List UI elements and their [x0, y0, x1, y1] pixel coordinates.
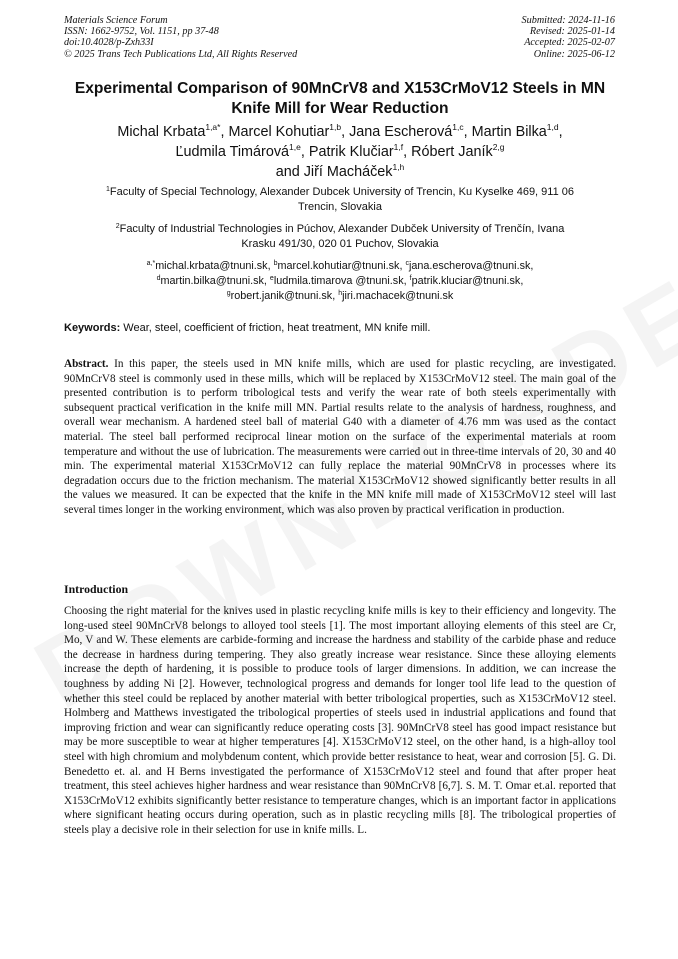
affiliation-sup: 2	[115, 223, 120, 230]
copyright: © 2025 Trans Tech Publications Ltd, All Rights Reserved	[64, 48, 298, 60]
dates-meta	[522, 15, 615, 60]
email-sup: f	[409, 275, 412, 282]
email-link[interactable]: michal.krbata@tnuni.sk,	[155, 260, 274, 272]
author-line-2	[60, 142, 620, 162]
affiliation-line: Krasku 491/30, 020 01 Puchov, Slovakia	[241, 237, 439, 250]
author-sup: 1,a*	[205, 122, 221, 132]
affiliation-line: Faculty of Special Technology, Alexander Dubcek University of Trencin, Ku Kyselke 469, 911 06	[109, 186, 574, 198]
author-name: Jana Escherová	[349, 124, 453, 140]
abstract	[64, 357, 616, 518]
introduction-heading: Introduction	[64, 582, 129, 596]
title-line-2: Knife Mill for Wear Reduction	[231, 100, 449, 117]
abstract-label: Abstract.	[64, 358, 109, 370]
affiliation-1	[64, 185, 616, 214]
affiliation-sup: 1	[106, 186, 110, 193]
email-line-1	[64, 259, 616, 274]
email-link[interactable]: jana.escherova@tnuni.sk,	[408, 260, 534, 272]
email-link[interactable]: robert.janik@tnuni.sk,	[230, 290, 339, 302]
author-line-3	[60, 162, 620, 182]
author-name: Marcel Kohutiar	[228, 124, 330, 140]
author-sup: 1,h	[392, 162, 405, 172]
affiliation-line: Faculty of Industrial Technologies in Púchov, Alexander Dubček University of Trenčín, Ivana	[119, 223, 565, 235]
revised-date: Revised: 2025-01-14	[529, 26, 615, 38]
accepted-date: Accepted: 2025-02-07	[524, 37, 615, 49]
title-line-1: Experimental Comparison of 90MnCrV8 and X153CrMoV12 Steels in MN	[74, 80, 606, 97]
author-name: Michal Krbata	[117, 124, 206, 140]
issn: ISSN: 1662-9752, Vol. 1151, pp 37-48	[64, 26, 219, 38]
journal-meta	[64, 15, 297, 60]
email-sup: h	[338, 290, 343, 297]
author-sep: ,	[558, 124, 563, 140]
author-sup: 1,e	[289, 142, 301, 152]
email-link[interactable]: marcel.kohutiar@tnuni.sk,	[277, 260, 406, 272]
author-sup: 1,d	[546, 122, 559, 132]
email-link[interactable]: martin.bilka@tnuni.sk,	[160, 275, 270, 287]
author-name: Martin Bilka	[471, 124, 547, 140]
email-sup: g	[226, 290, 231, 297]
author-name: and Jiří Macháček	[275, 164, 393, 180]
email-sup: d	[156, 275, 161, 282]
keywords-text: Wear, steel, coefficient of friction, heat treatment, MN knife mill.	[120, 322, 431, 334]
author-sep: ,	[403, 144, 412, 160]
author-name: Ľudmila Timárová	[175, 144, 290, 160]
author-list	[60, 122, 620, 182]
email-sup: a,*	[146, 260, 156, 267]
email-link[interactable]: jiri.machacek@tnuni.sk	[342, 290, 454, 302]
submitted-date: Submitted: 2024-11-16	[521, 15, 615, 26]
author-sep: ,	[220, 124, 229, 140]
keywords	[64, 321, 616, 335]
email-line-3	[64, 289, 616, 304]
author-line-1	[60, 122, 620, 142]
affiliation-2	[64, 222, 616, 251]
author-sep: ,	[300, 144, 309, 160]
author-name: Patrik Klučiar	[308, 144, 394, 160]
author-name: Róbert Janík	[411, 144, 493, 160]
online-date: Online: 2025-06-12	[533, 48, 615, 60]
email-sup: c	[405, 260, 409, 267]
email-sup: b	[273, 260, 278, 267]
email-link[interactable]: patrik.kluciar@tnuni.sk,	[411, 275, 524, 287]
keywords-label: Keywords:	[64, 322, 121, 334]
journal-name: Materials Science Forum	[64, 15, 168, 26]
introduction-text: Choosing the right material for the knives used in plastic recycling knife mills is key to their efficiency and longevity. The long-used steel 90MnCrV8 belongs to alloyed tool steels [1]. The most important alloying elements of this steel are Cr, Mo, V and W. These elements are carbide-forming and increase the hardness and stability of the carbide phase and reduce the decrease in hardness during tempering. They also greatly increase wear resistance. Since these alloying elements increase the depth of hardening, it is possible to produce tools of larger dimensions. In addition, we can increase the toughness by adding Ni [2]. However, technological progress and demands for longer tool life lead to the question of whether this steel could be replaced by another material with better tribological properties, such as X153CrMoV12 steel. Holmberg and Matthews investigated the tribological properties of steels used in industrial applications and found that improving friction and wear can significantly reduce operating costs [3]. 90MnCrV8 steel has good impact resistance but may be more susceptible to wear at higher temperatures [4]. X153CrMoV12 steel, on the other hand, is a high-alloy tool steel with high chromium and molybdenum content, which provide better resistance to heat, wear and corrosion [5]. G. Di. Benedetto et. al. and H Berns investigated the performance of X153CrMoV12 steel and found that after proper heat treatment, this steel achieves higher hardness and wear resistance than 90MnCrV8 [6,7]. S. M. T. Omar et.al. reported that X153CrMoV12 exhibits significantly better resistance to temperature changes, which is an important factor in applications where significant heating occurs during operation, such as in plastic recycling mills [8]. The tribological properties of steels play a decisive role in their selection for use in knife mills. L.	[64, 605, 616, 836]
email-link[interactable]: ludmila.timarova @tnuni.sk,	[273, 275, 410, 287]
author-sup: 2,g	[492, 142, 505, 152]
email-list	[64, 259, 616, 304]
email-sup: e	[269, 275, 274, 282]
author-sup: 1,b	[329, 122, 342, 132]
affiliation-line: Trencin, Slovakia	[298, 200, 382, 213]
author-sup: 1,c	[452, 122, 464, 132]
doi[interactable]: doi:10.4028/p-Zxh33I	[64, 37, 154, 49]
abstract-text: In this paper, the steels used in MN knife mills, which are used for plastic recycling, are investigated. 90MnCrV8 steel is commonly used in these mills, which will be replaced by X153CrMoV12 steel. The main goal of the presented contribution is to perform tribological tests and verify the wear rate of both steels experimentally with subsequent practical verification in the knife mill MN. Partial results relate to the analysis of hardness, roughness, and overall wear mechanism. A hardened steel ball of material G40 with a diameter of 4.76 mm was used as the contact material. The steel ball performed reciprocal linear motion on the surface of the experimental materials at room temperature and without the use of lubrication. The measurements were carried out in three-time intervals of 20, 30 and 40 min. The experimental material X153CrMoV12 can fully replace the material 90MnCrV8 in processes where its degradation occurs due to the friction mechanism. The material X153CrMoV12 showed significantly better results in all the values we measured. It can be expected that the knife in the MN knife mill made of X153CrMoV12 steel will last several times longer in the working environment, which was also proven by practical verification in production.	[64, 358, 616, 516]
author-sup: 1,f	[393, 142, 404, 152]
email-line-2	[64, 274, 616, 289]
author-sep: ,	[341, 124, 350, 140]
author-sep: ,	[463, 124, 472, 140]
paper-title	[60, 79, 620, 119]
